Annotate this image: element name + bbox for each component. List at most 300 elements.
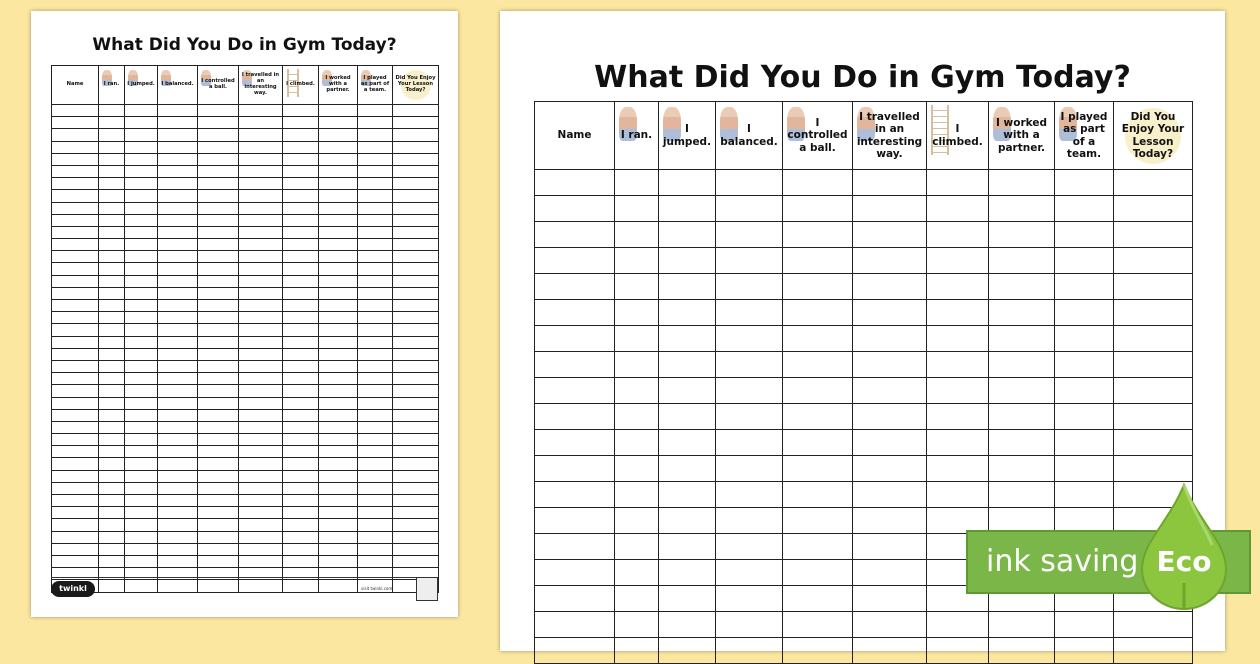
table-cell (319, 555, 358, 567)
table-cell (125, 373, 158, 385)
table-cell (283, 251, 319, 263)
table-cell (989, 430, 1055, 456)
table-cell (783, 560, 853, 586)
table-cell (158, 360, 198, 372)
table-cell (283, 129, 319, 141)
table-cell (52, 153, 99, 165)
table-cell (393, 470, 439, 482)
table-cell (125, 580, 158, 592)
table-row (535, 456, 1193, 482)
table-cell (358, 263, 393, 275)
table-cell (52, 251, 99, 263)
table-cell (198, 555, 239, 567)
table-cell (783, 274, 853, 300)
table-cell (283, 397, 319, 409)
table-cell (283, 373, 319, 385)
table-cell (52, 348, 99, 360)
table-cell (393, 141, 439, 153)
column-header-ladder (283, 66, 319, 105)
table-cell (853, 638, 927, 664)
table-cell (283, 336, 319, 348)
table-cell (615, 612, 659, 638)
table-cell (393, 178, 439, 190)
column-header-label: I climbed. (286, 81, 315, 88)
column-header-jumper (659, 102, 716, 170)
table-cell (125, 385, 158, 397)
table-cell (319, 263, 358, 275)
table-cell (393, 458, 439, 470)
table-cell (659, 508, 716, 534)
table-cell (393, 275, 439, 287)
table-cell (239, 202, 283, 214)
table-cell (239, 421, 283, 433)
table-cell (158, 178, 198, 190)
table-cell (927, 300, 989, 326)
table-cell (158, 336, 198, 348)
table-cell (99, 226, 125, 238)
table-cell (1114, 222, 1193, 248)
table-cell (716, 196, 783, 222)
table-cell (853, 430, 927, 456)
table-cell (158, 519, 198, 531)
table-cell (716, 586, 783, 612)
table-cell (99, 519, 125, 531)
table-cell (99, 434, 125, 446)
table-cell (319, 226, 358, 238)
table-cell (52, 239, 99, 251)
table-cell (239, 153, 283, 165)
table-cell (358, 555, 393, 567)
table-cell (853, 456, 927, 482)
table-cell (158, 202, 198, 214)
table-cell (853, 378, 927, 404)
table-cell (989, 248, 1055, 274)
table-cell (198, 165, 239, 177)
table-cell (927, 404, 989, 430)
table-cell (615, 274, 659, 300)
table-cell (615, 560, 659, 586)
table-cell (158, 470, 198, 482)
table-cell (716, 248, 783, 274)
worksheet-title: What Did You Do in Gym Today? (92, 35, 397, 55)
table-cell (52, 397, 99, 409)
table-cell (1114, 248, 1193, 274)
table-row (52, 178, 439, 190)
table-cell (52, 434, 99, 446)
table-cell (319, 495, 358, 507)
table-cell (783, 196, 853, 222)
table-cell (125, 275, 158, 287)
table-cell (125, 312, 158, 324)
column-header-name (535, 102, 615, 170)
table-cell (99, 397, 125, 409)
table-cell (125, 251, 158, 263)
table-cell (125, 360, 158, 372)
table-cell (283, 153, 319, 165)
table-cell (125, 519, 158, 531)
table-cell (989, 326, 1055, 352)
table-cell (239, 214, 283, 226)
column-header-label: I worked with a partner. (325, 75, 351, 93)
table-cell (99, 239, 125, 251)
table-cell (198, 129, 239, 141)
table-cell (358, 348, 393, 360)
table-cell (198, 458, 239, 470)
table-cell (125, 507, 158, 519)
table-cell (239, 580, 283, 592)
table-cell (125, 239, 158, 251)
table-cell (358, 446, 393, 458)
table-cell (99, 470, 125, 482)
table-cell (158, 324, 198, 336)
table-cell (52, 495, 99, 507)
table-cell (158, 397, 198, 409)
table-cell (393, 507, 439, 519)
table-cell (99, 214, 125, 226)
table-cell (283, 190, 319, 202)
table-cell (52, 202, 99, 214)
table-cell (535, 586, 615, 612)
table-cell (358, 385, 393, 397)
table-row (52, 495, 439, 507)
table-cell (659, 352, 716, 378)
table-cell (319, 580, 358, 592)
table-cell (393, 300, 439, 312)
table-cell (283, 409, 319, 421)
table-cell (158, 348, 198, 360)
table-row (52, 239, 439, 251)
table-cell (927, 352, 989, 378)
table-cell (853, 274, 927, 300)
table-cell (393, 543, 439, 555)
column-header-smiley (1114, 102, 1193, 170)
table-cell (239, 373, 283, 385)
table-row (52, 519, 439, 531)
table-cell (158, 214, 198, 226)
table-cell (239, 239, 283, 251)
worksheet-preview-small (31, 11, 458, 617)
table-cell (716, 482, 783, 508)
table-cell (319, 153, 358, 165)
table-cell (198, 190, 239, 202)
table-cell (615, 534, 659, 560)
table-cell (99, 287, 125, 299)
column-header-label: I played as part of a team. (360, 75, 390, 93)
table-cell (659, 274, 716, 300)
table-cell (283, 360, 319, 372)
table-cell (927, 274, 989, 300)
table-cell (1114, 378, 1193, 404)
table-row (52, 190, 439, 202)
table-row (52, 482, 439, 494)
table-cell (393, 190, 439, 202)
table-cell (393, 385, 439, 397)
table-cell (52, 105, 99, 117)
table-cell (319, 385, 358, 397)
table-cell (99, 495, 125, 507)
table-cell (659, 378, 716, 404)
table-cell (989, 274, 1055, 300)
table-cell (358, 507, 393, 519)
table-cell (1055, 248, 1114, 274)
table-row (52, 555, 439, 567)
table-cell (99, 336, 125, 348)
table-cell (239, 117, 283, 129)
table-row (535, 638, 1193, 664)
column-header-label: I balanced. (161, 81, 194, 88)
table-cell (239, 360, 283, 372)
table-cell (158, 105, 198, 117)
table-row (52, 507, 439, 519)
table-cell (1114, 170, 1193, 196)
table-cell (853, 560, 927, 586)
table-cell (615, 404, 659, 430)
table-cell (615, 638, 659, 664)
table-cell (125, 190, 158, 202)
table-cell (393, 287, 439, 299)
table-cell (393, 555, 439, 567)
table-cell (125, 226, 158, 238)
table-cell (319, 214, 358, 226)
table-cell (283, 202, 319, 214)
table-cell (198, 482, 239, 494)
table-cell (393, 360, 439, 372)
table-cell (239, 226, 283, 238)
table-cell (393, 214, 439, 226)
column-header-label: I jumped. (662, 123, 712, 148)
table-cell (99, 385, 125, 397)
table-cell (125, 300, 158, 312)
table-cell (198, 531, 239, 543)
table-cell (198, 421, 239, 433)
table-cell (716, 404, 783, 430)
table-cell (535, 170, 615, 196)
table-cell (283, 105, 319, 117)
table-cell (52, 263, 99, 275)
table-row (52, 360, 439, 372)
table-cell (158, 495, 198, 507)
table-cell (393, 153, 439, 165)
table-cell (198, 336, 239, 348)
table-cell (319, 178, 358, 190)
table-row (52, 165, 439, 177)
table-cell (659, 222, 716, 248)
table-cell (52, 360, 99, 372)
table-cell (989, 456, 1055, 482)
table-cell (783, 352, 853, 378)
column-header-label: I travelled in an interesting way. (856, 111, 923, 160)
table-cell (125, 287, 158, 299)
column-header-label: I travelled in an interesting way. (241, 72, 280, 96)
table-cell (52, 543, 99, 555)
table-row (52, 153, 439, 165)
table-cell (716, 378, 783, 404)
table-cell (358, 434, 393, 446)
table-cell (783, 612, 853, 638)
table-cell (52, 531, 99, 543)
table-row (535, 196, 1193, 222)
table-cell (358, 519, 393, 531)
table-cell (535, 326, 615, 352)
table-cell (716, 274, 783, 300)
table-cell (239, 263, 283, 275)
table-cell (283, 519, 319, 531)
table-cell (535, 508, 615, 534)
table-cell (158, 226, 198, 238)
table-cell (52, 165, 99, 177)
table-row (535, 378, 1193, 404)
table-cell (239, 178, 283, 190)
table-cell (393, 312, 439, 324)
table-cell (853, 508, 927, 534)
table-cell (158, 531, 198, 543)
column-header-label: I worked with a partner. (996, 117, 1047, 154)
table-cell (99, 348, 125, 360)
table-cell (659, 534, 716, 560)
table-cell (99, 117, 125, 129)
table-cell (659, 560, 716, 586)
table-cell (393, 251, 439, 263)
table-cell (239, 287, 283, 299)
table-cell (125, 409, 158, 421)
table-row (52, 312, 439, 324)
table-cell (239, 555, 283, 567)
table-cell (239, 543, 283, 555)
table-cell (853, 482, 927, 508)
table-cell (319, 275, 358, 287)
table-cell (716, 534, 783, 560)
column-header-balancer (158, 66, 198, 105)
table-cell (158, 239, 198, 251)
table-cell (283, 421, 319, 433)
table-row (52, 385, 439, 397)
table-cell (158, 153, 198, 165)
table-cell (198, 348, 239, 360)
table-cell (198, 141, 239, 153)
table-row (535, 170, 1193, 196)
table-row (52, 214, 439, 226)
column-header-label: I played as part of a team. (1060, 111, 1108, 160)
table-cell (989, 170, 1055, 196)
table-cell (158, 300, 198, 312)
table-cell (198, 495, 239, 507)
table-cell (358, 373, 393, 385)
table-cell (358, 458, 393, 470)
table-cell (198, 360, 239, 372)
table-cell (393, 226, 439, 238)
table-cell (52, 117, 99, 129)
table-cell (358, 251, 393, 263)
table-cell (615, 430, 659, 456)
table-cell (239, 458, 283, 470)
table-cell (783, 170, 853, 196)
table-cell (853, 248, 927, 274)
table-cell (198, 470, 239, 482)
table-cell (615, 378, 659, 404)
table-cell (358, 360, 393, 372)
table-cell (393, 348, 439, 360)
table-row (52, 458, 439, 470)
table-cell (125, 165, 158, 177)
table-cell (283, 239, 319, 251)
table-cell (283, 324, 319, 336)
table-cell (358, 531, 393, 543)
table-cell (52, 482, 99, 494)
table-cell (283, 434, 319, 446)
table-cell (99, 543, 125, 555)
table-cell (198, 312, 239, 324)
table-cell (716, 638, 783, 664)
table-cell (283, 214, 319, 226)
table-cell (239, 312, 283, 324)
table-cell (1114, 326, 1193, 352)
column-header-team (358, 66, 393, 105)
table-cell (99, 446, 125, 458)
table-cell (989, 352, 1055, 378)
table-cell (615, 222, 659, 248)
column-header-label: Name (66, 81, 84, 88)
table-cell (1114, 352, 1193, 378)
table-cell (659, 170, 716, 196)
table-cell (989, 638, 1055, 664)
table-cell (615, 456, 659, 482)
table-cell (358, 336, 393, 348)
table-cell (319, 336, 358, 348)
table-row (52, 543, 439, 555)
table-cell (358, 312, 393, 324)
table-cell (158, 543, 198, 555)
table-cell (358, 495, 393, 507)
table-cell (393, 336, 439, 348)
table-cell (239, 470, 283, 482)
table-cell (239, 385, 283, 397)
table-cell (989, 300, 1055, 326)
table-cell (158, 117, 198, 129)
table-cell (99, 580, 125, 592)
table-cell (358, 409, 393, 421)
table-cell (239, 531, 283, 543)
column-header-traveller (239, 66, 283, 105)
table-cell (158, 409, 198, 421)
table-cell (853, 196, 927, 222)
column-header-name (52, 66, 99, 105)
table-row (52, 129, 439, 141)
table-cell (125, 397, 158, 409)
table-cell (125, 421, 158, 433)
table-cell (99, 507, 125, 519)
table-cell (99, 312, 125, 324)
table-cell (198, 214, 239, 226)
table-cell (319, 239, 358, 251)
table-cell (239, 324, 283, 336)
table-cell (615, 508, 659, 534)
table-row (52, 421, 439, 433)
table-cell (283, 531, 319, 543)
table-cell (283, 275, 319, 287)
table-cell (99, 263, 125, 275)
table-cell (158, 190, 198, 202)
table-cell (319, 300, 358, 312)
table-cell (927, 482, 989, 508)
table-cell (393, 446, 439, 458)
table-row (535, 274, 1193, 300)
table-cell (783, 300, 853, 326)
table-cell (659, 612, 716, 638)
table-cell (783, 378, 853, 404)
table-cell (198, 263, 239, 275)
table-header-row (52, 66, 439, 105)
table-cell (125, 129, 158, 141)
